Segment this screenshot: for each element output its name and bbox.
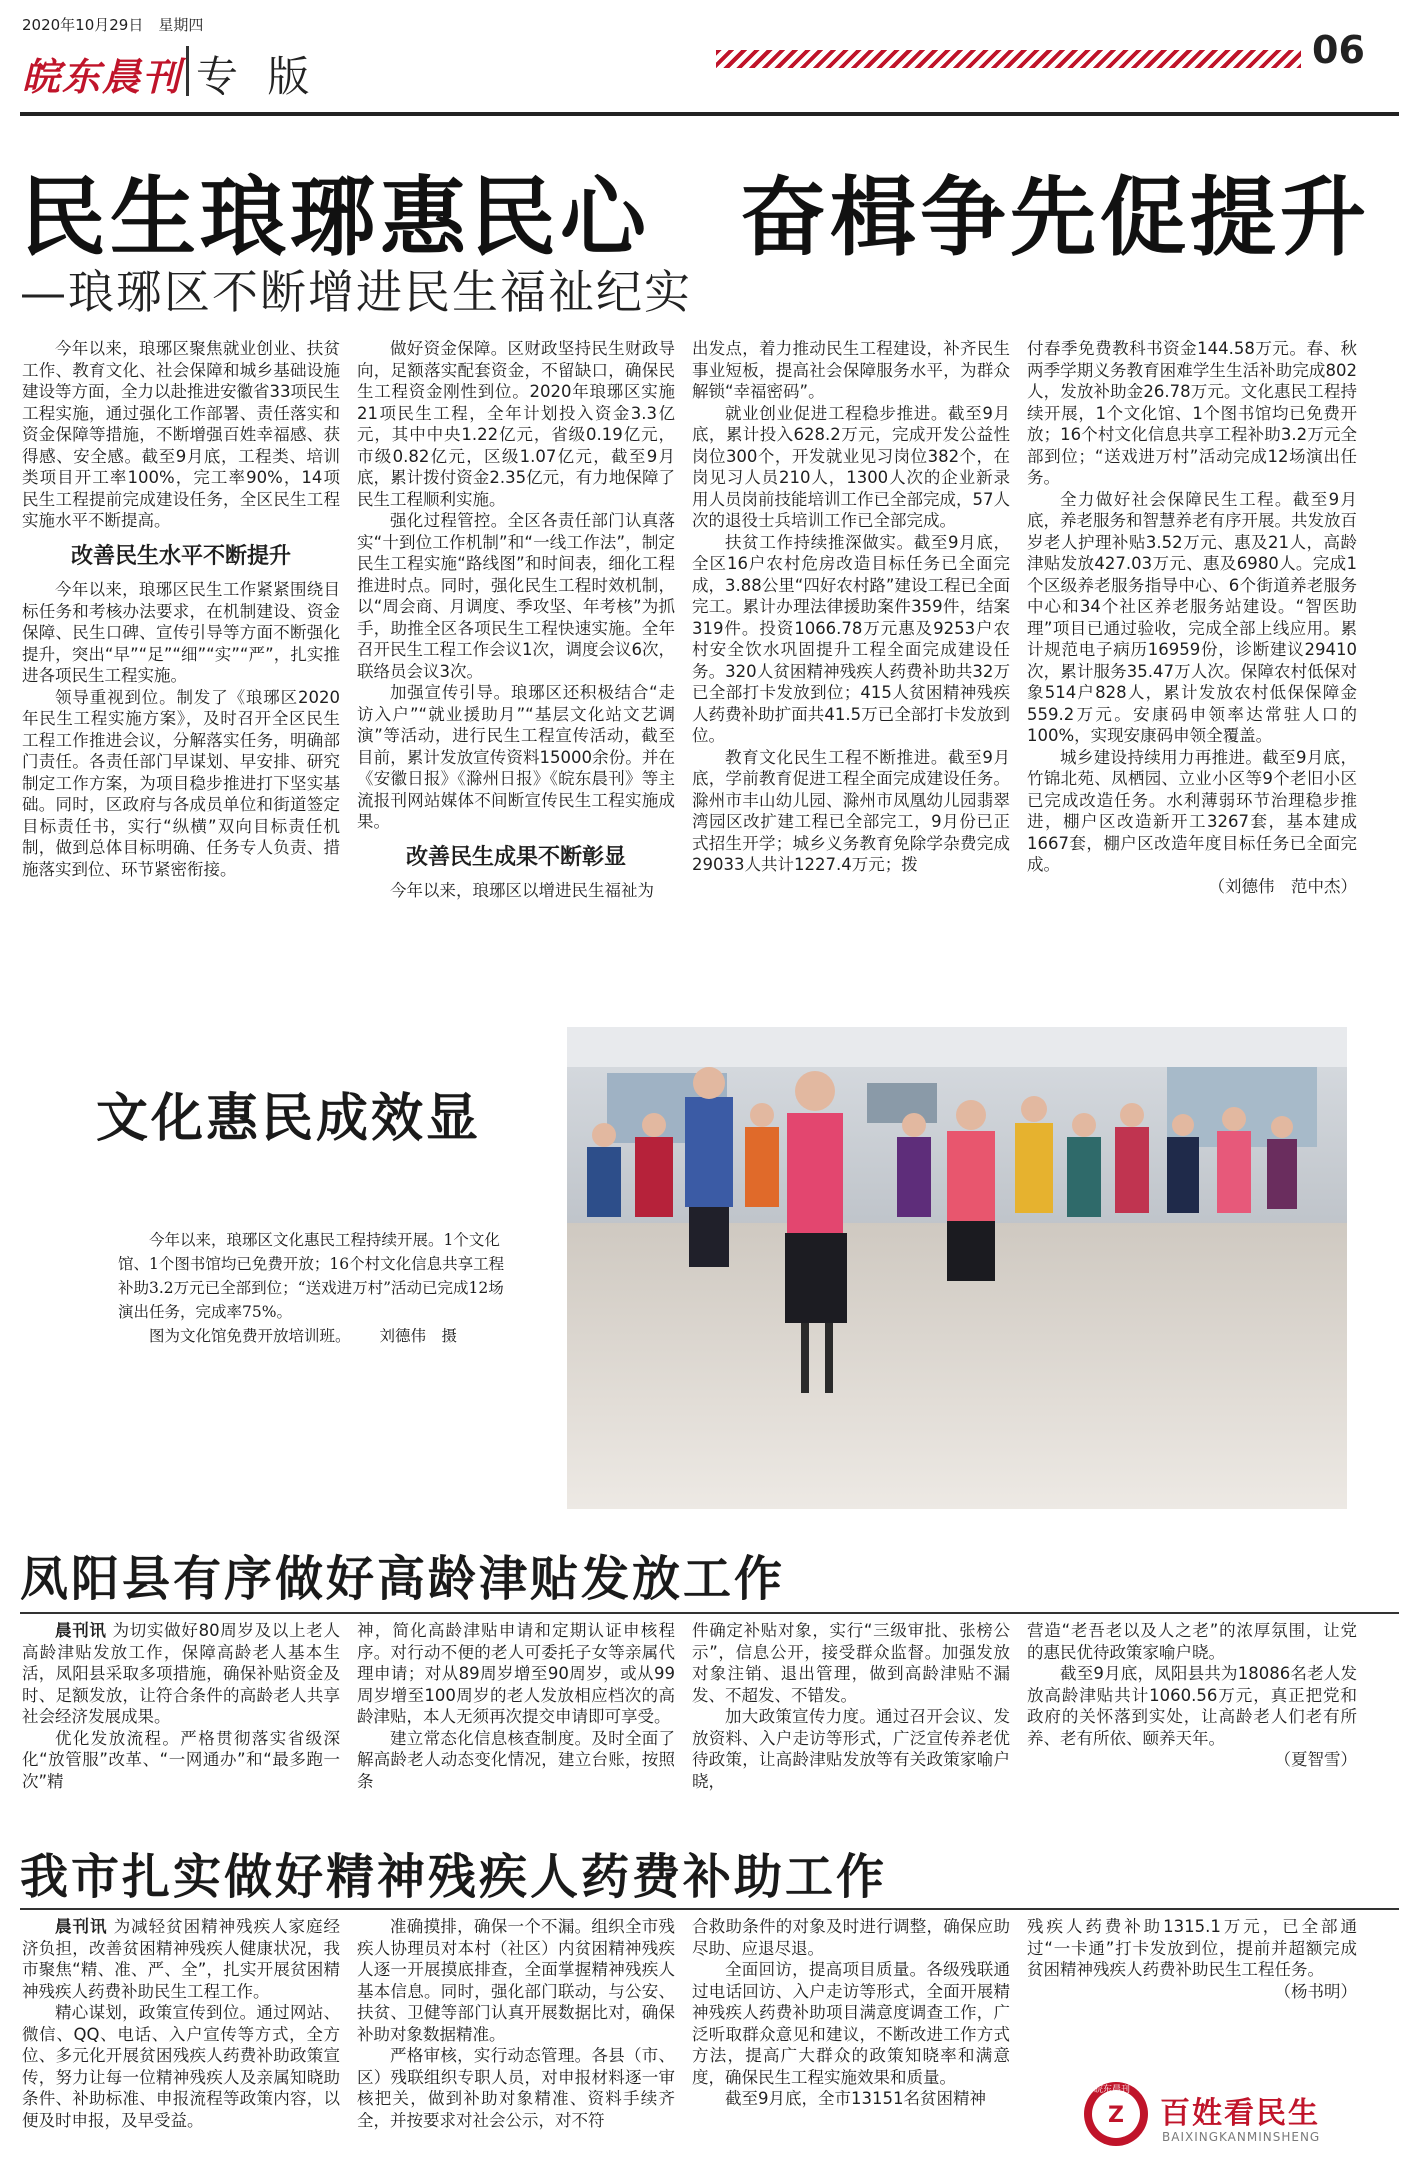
masthead-logo: 皖东晨刊 — [22, 54, 183, 99]
dance-class-photo — [567, 1027, 1347, 1509]
paragraph: 合救助条件的对象及时进行调整，确保应助尽助、应退尽退。 — [692, 1917, 1010, 1958]
main-column-4 — [1027, 338, 1357, 897]
paragraph: 教育文化民生工程不断推进。截至9月底，学前教育促进工程全面完成建设任务。滁州市丰山幼儿园、滁州市凤凰幼儿园翡翠湾园区改扩建工程已全部完工，9月份已正式招生开学；城乡义务教育免除学杂费完成29033人共计1227.4万元；拨 — [692, 747, 1010, 874]
paragraph: 做好资金保障。区财政坚持民生财政导向，足额落实配套资金，不留缺口，确保民生工程资金刚性到位。2020年琅琊区实施21项民生工程，全年计划投入资金3.3亿元，其中中央1.22亿元，省级0.19亿元，市级0.82亿元，区级1.07亿元，截至9月底，累计拨付资金2.35亿元，有力地保障了民生工程顺利实施。 — [357, 339, 675, 509]
article2-column-4 — [1027, 1620, 1357, 1771]
article3-column-2 — [357, 1916, 675, 2131]
paragraph: 严格审核，实行动态管理。各县（市、区）残联组织专职人员，对申报材料逐一审核把关，做到补助对象精准、资料手续齐全，并按要求对社会公示，对不符 — [357, 2046, 675, 2130]
paragraph: 截至9月底，全市13151名贫困精神 — [725, 2089, 986, 2108]
paragraph: 优化发放流程。严格贯彻落实省级深化“放管服”改革、“一网通办”和“最多跑一次”精 — [22, 1728, 340, 1791]
logo-pinyin: BAIXINGKANMINSHENG — [1162, 2130, 1321, 2144]
paragraph: 出发点，着力推动民生工程建设，补齐民生事业短板，提高社会保障服务水平，为群众解锁“幸福密码”。 — [692, 339, 1010, 401]
paragraph: 件确定补贴对象，实行“三级审批、张榜公示”，信息公开，接受群众监督。加强发放对象注销、退出管理，做到高龄津贴不漏发、不超发、不错发。 — [692, 1621, 1010, 1705]
paragraph: 神，简化高龄津贴申请和定期认证申核程序。对行动不便的老人可委托子女等亲属代理申请；对从89周岁增至90周岁，或从99周岁增至100周岁的老人发放相应档次的高龄津贴，本人无须再次提交申请即可享受。 — [357, 1621, 675, 1726]
article2-column-1 — [22, 1620, 340, 1792]
section-name: 专 版 — [196, 52, 318, 101]
caption-description: 图为文化馆免费开放培训班。 — [149, 1327, 351, 1345]
photo-illustration — [567, 1027, 1347, 1509]
paragraph: 今年以来，琅琊区民生工作紧紧围绕目标任务和考核办法要求，在机制建设、资金保障、民生口碑、宣传引导等方面不断强化提升，突出“早”“足”“细”“实”“严”，扎实推进各项民生工程实施。 — [22, 580, 340, 685]
main-subhead: —琅琊区不断增进民生福祉纪实 — [20, 265, 692, 319]
paragraph: 残疾人药费补助1315.1万元，已全部通过“一卡通”打卡发放到位，提前并超额完成贫困精神残疾人药费补助民生工程任务。 — [1027, 1917, 1357, 1979]
byline: （杨书明） — [1274, 1981, 1357, 2001]
article3-rule — [20, 1908, 1399, 1910]
main-column-2 — [357, 338, 675, 902]
paragraph — [22, 1620, 340, 1728]
logo-slogan: 百姓看民生 — [1160, 2096, 1320, 2131]
article2-title: 凤阳县有序做好高龄津贴发放工作 — [20, 1551, 786, 1607]
article3-column-3 — [692, 1916, 1010, 2110]
svg-text:Z: Z — [1108, 2103, 1124, 2128]
paragraph: 准确摸排，确保一个不漏。组织全市残疾人协理员对本村（社区）内贫困精神残疾人逐一开展摸底排查，全面掌握精神残疾人基本信息。同时，强化部门联动，与公安、扶贫、卫健等部门认真开展数据比对，确保补助对象数据精准。 — [357, 1917, 675, 2044]
paragraph: 扶贫工作持续推深做实。截至9月底，全区16户农村危房改造目标任务已全面完成，3.88公里“四好农村路”建设工程已全面完工。累计办理法律援助案件359件，结案319件。投资1066.78万元惠及9253户农村安全饮水巩固提升工程全面完成建设任务。320人贫困精神残疾人药费补助共32万已全部打卡发放到位；415人贫困精神残疾人药费补助扩面共41.5万已全部打卡发放到位。 — [692, 532, 1010, 745]
article2-column-3 — [692, 1620, 1010, 1792]
issue-date: 2020年10月29日 星期四 — [22, 16, 204, 34]
article3-column-4 — [1027, 1916, 1357, 2002]
paragraph: 加强宣传引导。琅琊区还积极结合“走访入户”“就业援助月”“基层文化站文艺调演”等活动，进行民生工程宣传活动，截至目前，累计发放宣传资料15000余份。并在《安徽日报》《滁州日报》《皖东晨刊》等主流报刊网站媒体不间断宣传民生工程实施成果。 — [357, 683, 675, 831]
photo-caption — [118, 1228, 518, 1348]
article3-title: 我市扎实做好精神残疾人药费补助工作 — [20, 1849, 888, 1905]
paragraph: 全面回访，提高项目质量。各级残联通过电话回访、入户走访等形式，全面开展精神残疾人药费补助项目满意度调查工作，广泛听取群众意见和建议，不断改进工作方式方法，提高广大群众的政策知晓率和满意度，确保民生工程实施效果和质量。 — [692, 1960, 1010, 2087]
paragraph: 就业创业促进工程稳步推进。截至9月底，累计投入628.2万元，完成开发公益性岗位300个，开发就业见习岗位382个，在岗见习人员210人，1300人次的企业新录用人员岗前技能培训工作已全部完成，57人次的退役士兵培训工作已全部完成。 — [692, 403, 1010, 530]
paragraph: 领导重视到位。制发了《琅琊区2020年民生工程实施方案》，及时召开全区民生工程工作推进会议，分解落实任务，明确部门责任。各责任部门早谋划、早安排、研究制定工作方案，为项目稳步推进打下坚实基础。同时，区政府与各成员单位和街道签定目标责任书，实行“纵横”双向目标责任机制，做到总体目标明确、任务专人负责、措施落实到位、环节紧密衔接。 — [22, 687, 340, 879]
paragraph: 全力做好社会保障民生工程。截至9月底，养老服务和智慧养老有序开展。共发放百岁老人护理补贴3.52万元、惠及21人，高龄津贴发放427.03万元、惠及6980人。完成1个区级养老服务指导中心、6个街道养老服务中心和34个社区养老服务站建设。“智医助理”项目已通过验收，完成全部上线应用。累计规范电子病历16959份，诊断建议29410次，累计服务35.47万人次。保障农村低保对象514户828人，累计发放农村低保保障金559.2万元。安康码申领率达常驻人口的100%，实现安康码申领全覆盖。 — [1027, 489, 1357, 745]
article3-column-1 — [22, 1916, 340, 2131]
section-heading: 改善民生水平不断提升 — [70, 543, 291, 569]
paragraph-text: 为减轻贫困精神残疾人家庭经济负担，改善贫困精神残疾人健康状况，我市聚焦“精、准、严、全”，扎实开展贫困精神残疾人药费补助民生工程工作。 — [22, 1917, 340, 2001]
caption-text: 今年以来，琅琊区文化惠民工程持续开展。1个文化馆、1个图书馆均已免费开放；16个村文化信息共享工程补助3.2万元已全部到位；“送戏进万村”活动已完成12场演出任务，完成率75%。 — [118, 1231, 505, 1321]
paragraph — [22, 1916, 340, 2002]
photo-credit: 刘德伟 摄 — [379, 1327, 457, 1345]
page-number: 06 — [1312, 28, 1365, 72]
paragraph: 加大政策宣传力度。通过召开会议、发放资料、入户走访等形式，广泛宣传养老优待政策，让高龄津贴发放等有关政策家喻户晓， — [692, 1707, 1010, 1791]
paragraph: 城乡建设持续用力再推进。截至9月底，竹锦北苑、凤栖园、立业小区等9个老旧小区已完成改造任务。水利薄弱环节治理稳步推进，棚户区改造新开工3267套，基本建成1667套，棚户区改造年度目标任务已全面完成。 — [1027, 747, 1357, 874]
paragraph-text: 为切实做好80周岁及以上老人高龄津贴发放工作，保障高龄老人基本生活，凤阳县采取多项措施，确保补贴资金及时、足额发放，让符合条件的高龄老人共享社会经济发展成果。 — [22, 1621, 340, 1726]
main-headline: 民生琅琊惠民心 奋楫争先促提升 — [20, 168, 1370, 268]
article2-rule — [20, 1612, 1399, 1614]
byline: （刘德伟 范中杰） — [1208, 876, 1357, 896]
paragraph: 精心谋划，政策宣传到位。通过网站、微信、QQ、电话、入户宣传等方式，全方位、多元化开展贫困残疾人药费补助政策宣传，努力让每一位精神残疾人及亲属知晓助条件、补助标准、申报流程等政策内容，以便及时申报，及早受益。 — [22, 2003, 340, 2130]
main-column-1 — [22, 338, 340, 880]
header-stripe — [716, 50, 1301, 68]
column-logo — [1080, 2078, 1400, 2150]
paragraph: 建立常态化信息核查制度。及时全面了解高龄老人动态变化情况，建立台账，按照条 — [357, 1728, 675, 1791]
paragraph: 强化过程管控。全区各责任部门认真落实“十到位工作机制”和“一线工作法”，制定民生工程实施“路线图”和时间表，细化工程推进时点。同时，强化民生工程时效机制，以“周会商、月调度、季攻坚、年考核”为抓手，助推全区各项民生工程快速实施。全年召开民生工程工作会议1次，调度会议6次，联络员会议3次。 — [357, 511, 675, 681]
article2-column-2 — [357, 1620, 675, 1792]
paragraph: 营造“老吾老以及人之老”的浓厚氛围，让党的惠民优待政策家喻户晓。 — [1027, 1621, 1357, 1662]
paragraph: 付春季免费教科书资金144.58万元。春、秋两季学期义务教育困难学生生活补助完成802人，发放补助金26.78万元。文化惠民工程持续开展，1个文化馆、1个图书馆均已免费开放；16个村文化信息共享工程补助3.2万元全部到位；“送戏进万村”活动完成12场演出任务。 — [1027, 339, 1357, 487]
logo-badge-text: 皖东晨刊 — [1094, 2085, 1131, 2095]
main-column-3 — [692, 338, 1010, 876]
dateline: 晨刊讯 — [55, 1621, 107, 1640]
dateline: 晨刊讯 — [55, 1917, 108, 1936]
byline: （夏智雪） — [1274, 1750, 1357, 1769]
feature-title: 文化惠民成效显 — [96, 1089, 482, 1149]
caption-text — [118, 1324, 518, 1348]
paragraph: 截至9月底，凤阳县共为18086名老人发放高龄津贴共计1060.56万元，真正把党和政府的关怀落到实处，让高龄老人们老有所养、老有所依、颐养天年。 — [1027, 1664, 1357, 1748]
paragraph: 今年以来，琅琊区聚焦就业创业、扶贫工作、教育文化、社会保障和城乡基础设施建设等方面，全力以赴推进安徽省33项民生工程实施，通过强化工作部署、责任落实和资金保障等措施，不断增强百姓幸福感、获得感、安全感。截至9月底，工程类、培训类项目开工率100%，完工率90%，14项民生工程提前完成建设任务，全区民生工程实施水平不断提高。 — [22, 339, 340, 530]
masthead-divider — [186, 46, 189, 96]
paragraph: 今年以来，琅琊区以增进民生福祉为 — [390, 881, 654, 900]
header-rule — [20, 112, 1399, 116]
section-heading: 改善民生成果不断彰显 — [405, 844, 626, 870]
